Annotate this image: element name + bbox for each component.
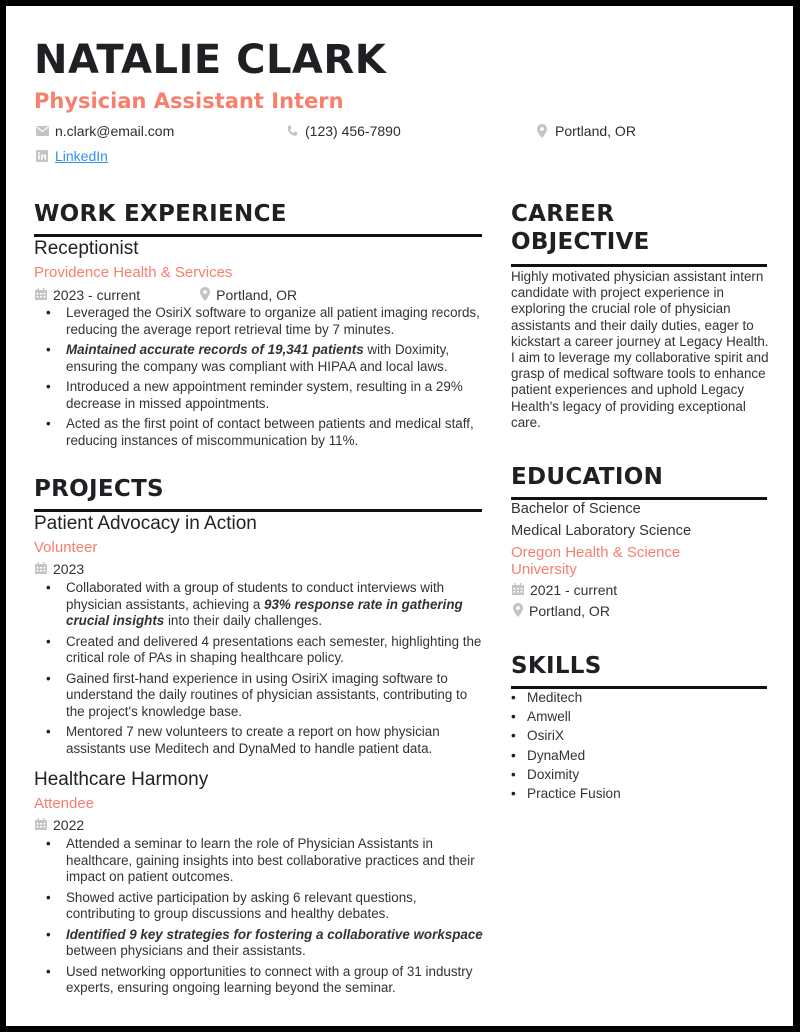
contact-location xyxy=(535,124,636,138)
project-dates: 2022 xyxy=(53,817,85,833)
skill-item: • Amwell xyxy=(511,707,621,726)
skill-item: • Meditech xyxy=(511,688,621,707)
section-divider xyxy=(511,497,767,500)
linkedin-icon xyxy=(35,149,49,163)
projects-heading: PROJECTS xyxy=(34,476,164,502)
education-dates: 2021 - current xyxy=(512,583,617,597)
job-dates: 2023 - current xyxy=(53,287,141,303)
job-company: Providence Health & Services xyxy=(34,264,233,281)
job-location: Portland, OR xyxy=(216,287,298,303)
map-pin-icon xyxy=(513,603,523,619)
contact-linkedin xyxy=(35,149,108,163)
education-location: Portland, OR xyxy=(513,603,610,619)
calendar-icon xyxy=(512,583,524,597)
project-role: Attendee xyxy=(34,795,95,812)
work-experience-heading: WORK EXPERIENCE xyxy=(34,201,287,227)
skill-item: • OsiriX xyxy=(511,726,621,745)
list-item: • Leveraged the OsiriX software to organize all patient imaging records, reducing the average report retrieval time by 7 minutes. xyxy=(34,305,484,338)
skill-item: • Doximity xyxy=(511,765,621,784)
section-divider xyxy=(34,234,482,237)
job-bullets xyxy=(34,305,484,453)
map-pin-icon xyxy=(535,124,549,138)
job-meta xyxy=(35,287,297,303)
phone-icon xyxy=(285,124,299,138)
list-item: • Introduced a new appointment reminder system, resulting in a 29% decrease in missed appointments. xyxy=(34,379,484,412)
list-item: • Showed active participation by asking 6 relevant questions, contributing to group discussions and healthy debates. xyxy=(34,890,486,923)
list-item: • Attended a seminar to learn the role of Physician Assistants in healthcare, gaining insights into best collaborative practices and their impact on patient outcomes. xyxy=(34,836,486,886)
candidate-title: Physician Assistant Intern xyxy=(34,89,344,113)
list-item: • Acted as the first point of contact between patients and medical staff, reducing instances of miscommunication by 11%. xyxy=(34,416,484,449)
envelope-icon xyxy=(35,124,49,138)
job-role: Receptionist xyxy=(34,238,139,259)
section-divider xyxy=(511,264,767,267)
career-objective-heading: CAREER OBJECTIVE xyxy=(511,201,650,255)
resume-page xyxy=(6,6,793,1026)
location-text: Portland, OR xyxy=(555,123,636,139)
project-meta xyxy=(35,562,84,576)
candidate-name: NATALIE CLARK xyxy=(34,37,387,83)
skills-list xyxy=(511,688,621,803)
skill-item: • Practice Fusion xyxy=(511,784,621,803)
field-of-study: Medical Laboratory Science xyxy=(511,523,692,539)
education-heading: EDUCATION xyxy=(511,464,664,490)
list-item: • Collaborated with a group of students to conduct interviews with physician assistants, achieving a 93% response rate in gathering crucial insights into their daily challenges. xyxy=(34,580,486,630)
skill-item: • DynaMed xyxy=(511,746,621,765)
list-item: • Used networking opportunities to connect with a group of 31 industry experts, ensuring ongoing learning beyond the seminar. xyxy=(34,964,486,997)
linkedin-link[interactable]: LinkedIn xyxy=(55,148,108,164)
calendar-icon xyxy=(35,818,47,832)
phone-text: (123) 456-7890 xyxy=(305,123,401,139)
degree: Bachelor of Science xyxy=(511,501,641,517)
project-role: Volunteer xyxy=(34,539,98,556)
school-name: Oregon Health & Science University xyxy=(511,544,681,579)
contact-phone xyxy=(285,124,401,138)
project-name: Healthcare Harmony xyxy=(34,769,209,790)
section-divider xyxy=(34,509,482,512)
calendar-icon xyxy=(35,288,47,302)
skills-heading: SKILLS xyxy=(511,653,602,679)
list-item: • Maintained accurate records of 19,341 patients with Doximity, ensuring the company was compliant with HIPAA and local laws. xyxy=(34,342,484,375)
project-dates: 2023 xyxy=(53,561,85,577)
project-bullets xyxy=(34,580,486,761)
contact-email xyxy=(35,124,174,138)
map-pin-icon xyxy=(200,287,210,303)
calendar-icon xyxy=(35,562,47,576)
email-text: n.clark@email.com xyxy=(55,123,175,139)
project-name: Patient Advocacy in Action xyxy=(34,513,257,534)
list-item: • Created and delivered 4 presentations each semester, highlighting the critical role of PAs in shaping healthcare policy. xyxy=(34,634,486,667)
list-item: • Mentored 7 new volunteers to create a report on how physician assistants use Meditech and DynaMed to handle patient data. xyxy=(34,724,486,757)
career-objective-text: Highly motivated physician assistant intern candidate with project experience in exploring the crucial role of physician assistants and their daily duties, eager to kickstart a career journey at Legacy Health. I aim to leverage my collaborative spirit and grasp of medical software tools to enhance patient experiences and uphold Legacy Health's legacy of providing exceptional care. xyxy=(511,269,769,430)
project-meta xyxy=(35,818,84,832)
list-item: • Identified 9 key strategies for fostering a collaborative workspace between physicians and their assistants. xyxy=(34,927,486,960)
list-item: • Gained first-hand experience in using OsiriX imaging software to understand the daily routines of physician assistants, contributing to the project's knowledge base. xyxy=(34,671,486,721)
project-bullets xyxy=(34,836,486,1001)
